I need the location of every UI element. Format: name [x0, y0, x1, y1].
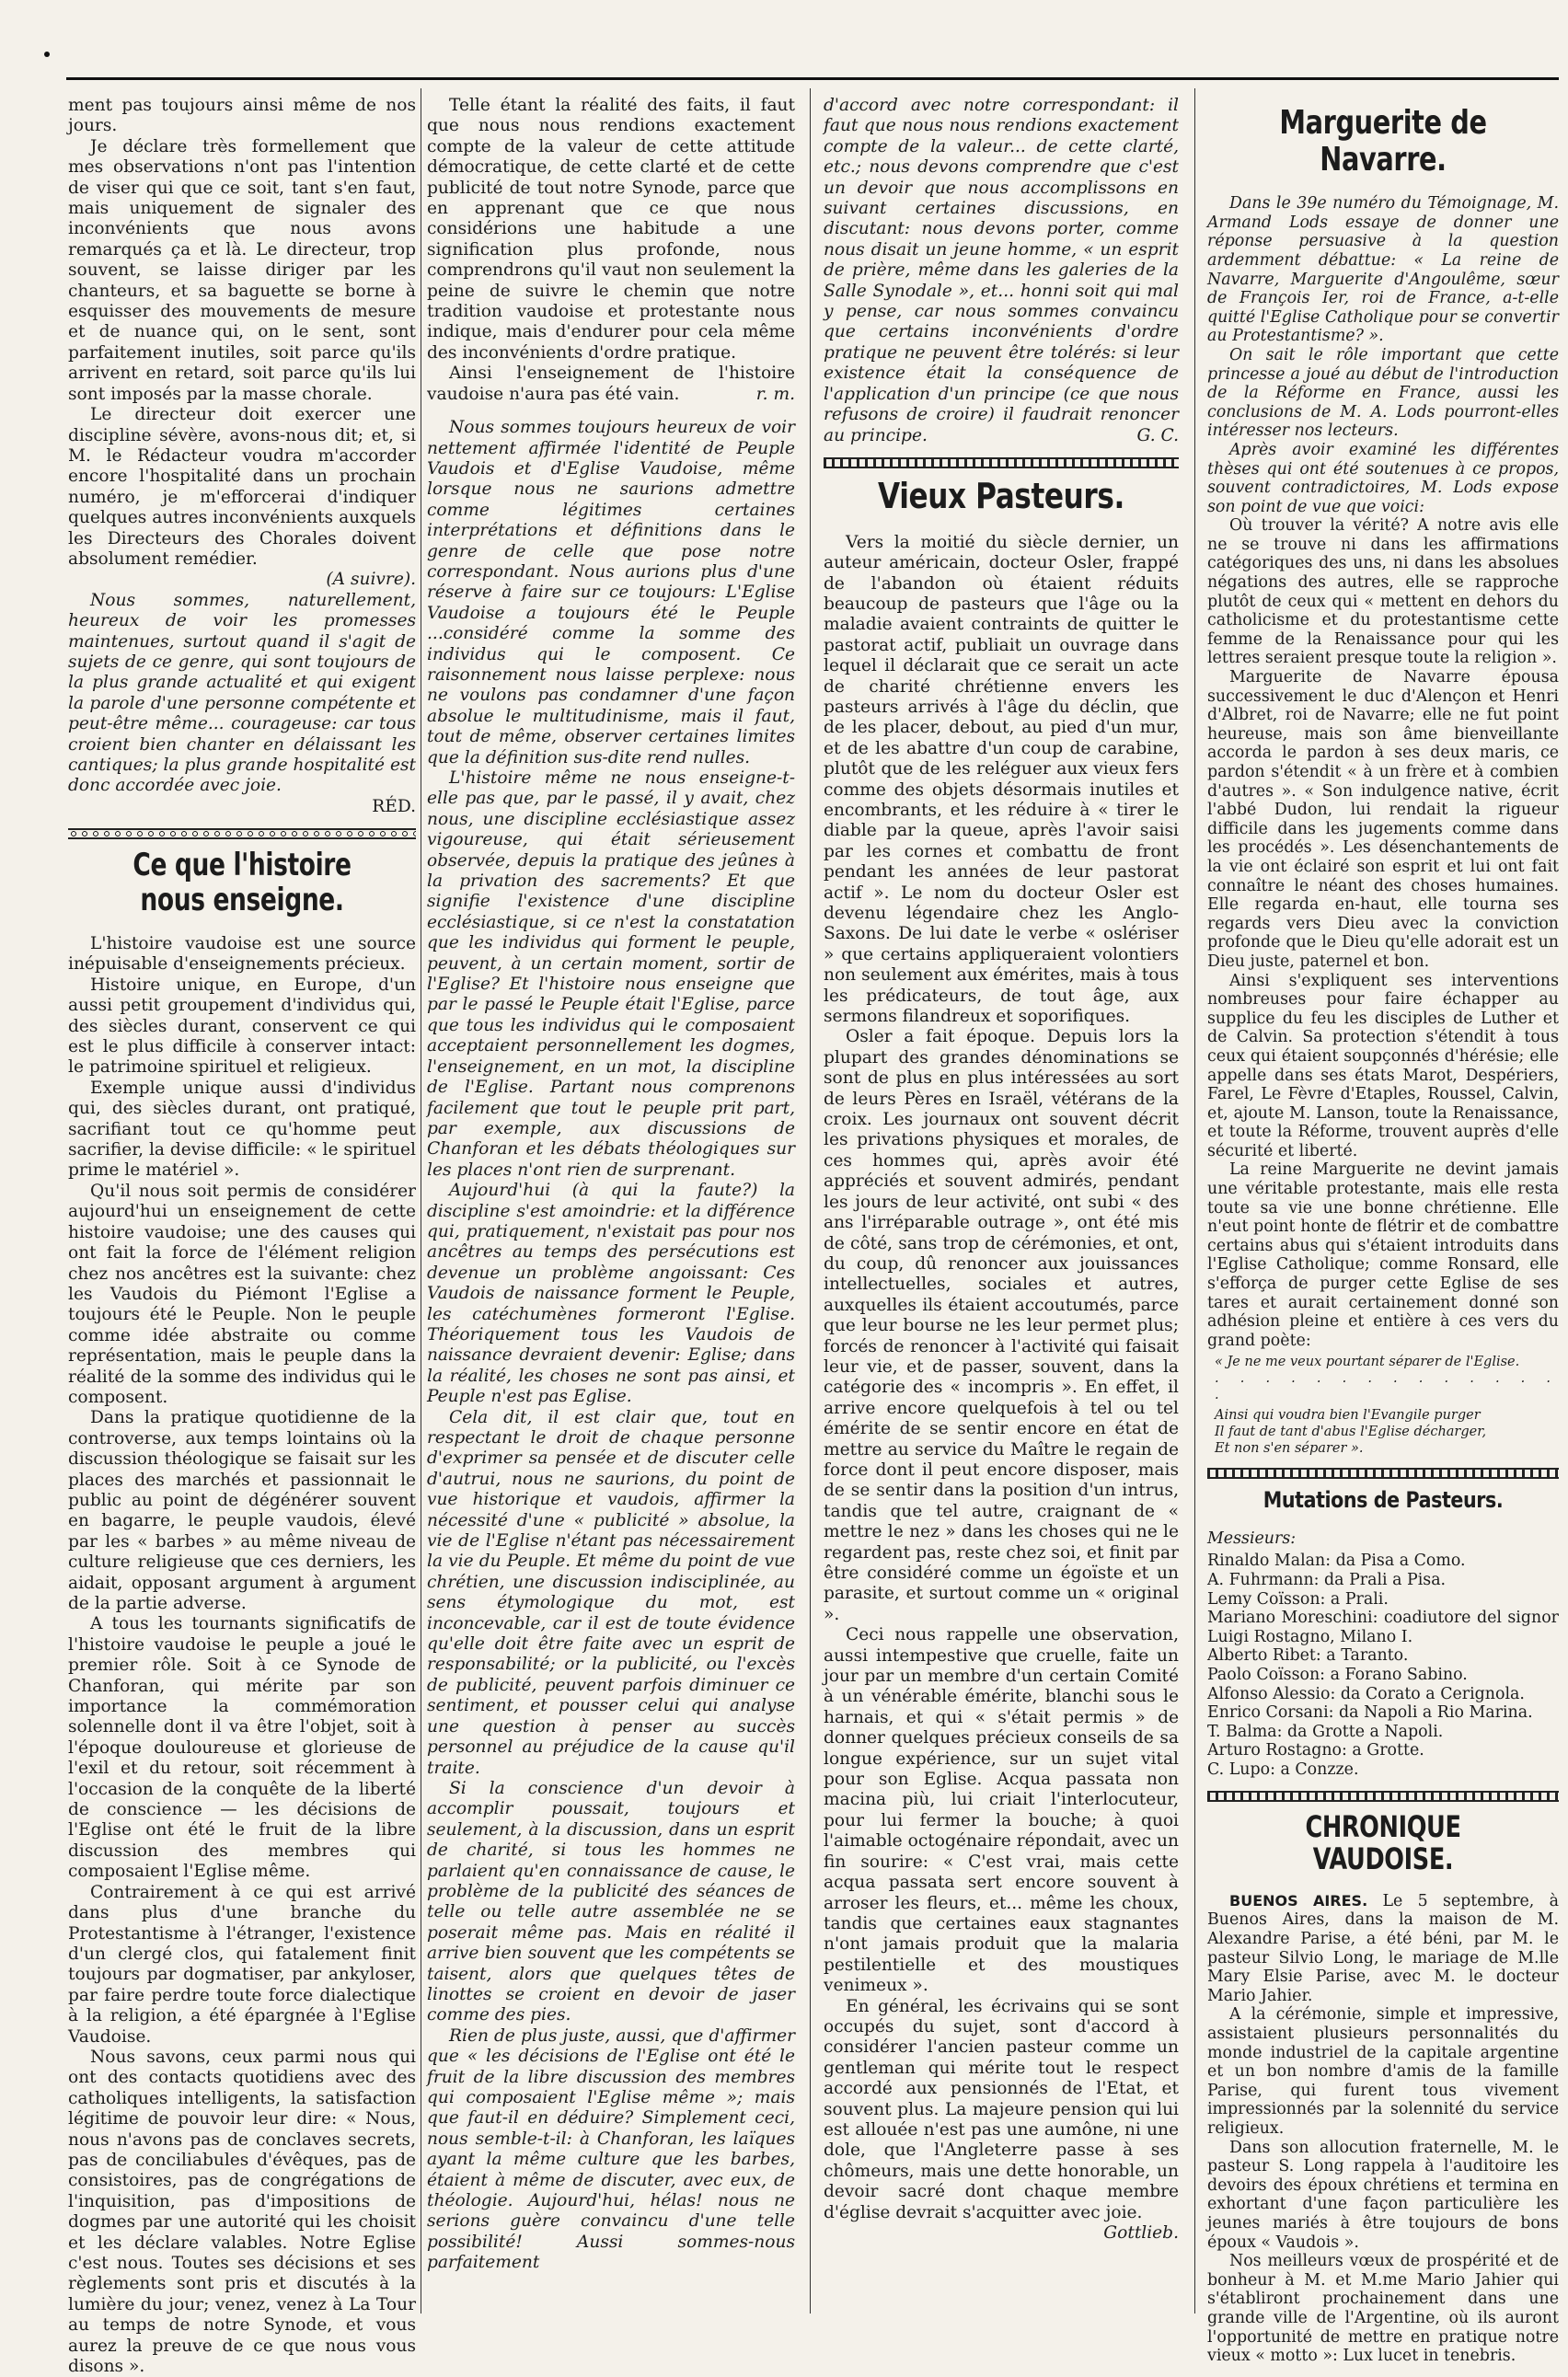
paragraph: L'histoire même ne nous enseigne-t-elle pas que, par le passé, il y avait, chez nous, une discipline ecclésiastique assez vigoureuse, qui était sérieusement observée, depuis la pratique des jeûnes à la privation des sacrements? Et que signifie l'existence d'une discipline ecclésiastique, si ce n'est la constatation que les individus qui forment le peuple, peuvent, à un certain moment, sortir de l'Eglise? Et l'histoire nous enseigne que par le passé le Peuple était l'Eglise, parce que tous les individus qui le composaient acceptaient personnellement les dogmes, l'enseignement, en un mot, la discipline de l'Eglise. Partant nous comprenons facilement que tout le peuple prit part, par exemple, aux discussions de Chanforan et les débats théologiques sur les places n'ont rien de surprenant.	[427, 768, 795, 1180]
paragraph: Vers la moitié du siècle dernier, un auteur américain, docteur Osler, frappé de l'abandon où étaient réduits beaucoup de pasteurs que l'âge ou la maladie avaient contraints de quitter le pastorat actif, publiait un ouvrage dans lequel il déclarait que ce serait un acte de charité chrétienne envers les pasteurs arrivés à l'âge du déclin, que de les placer, debout, au pied d'un mur, et de les abattre d'un coup de carabine, plutôt que de les reléguer aux vieux fers comme des objets désormais inutiles et encombrants, et les réduire à « tirer le diable par la queue, après l'avoir saisi par les cornes et combattu de front pendant les années de leur pastorat actif ». Le nom du docteur Osler est devenu légendaire chez les Anglo-Saxons. De lui date le verbe « oslériser » que certains appliqueraient volontiers non seulement aux émérites, mais à tous les prédicateurs, de tout âge, aux sermons filandreux et soporifiques.	[824, 532, 1179, 1027]
paragraph: Histoire unique, en Europe, d'un aussi petit groupement d'individus qui, des siècles durant, conservent ce qui est le plus difficile à conserver intact: le patrimoine spirituel et religieux.	[68, 975, 416, 1078]
paragraph: Telle étant la réalité des faits, il faut que nous nous rendions exactement compte de la valeur de cette attitude démocratique, de cette clarté et de cette publicité de tout notre Synode, parce que en apprenant que ce que nous considérions une habitude a une signification plus profonde, nous comprendrons qu'il vaut non seulement la peine de suivre le chemin que notre tradition vaudoise et protestante nous indique, mais d'endurer pour cela même des inconvénients d'ordre pratique.	[427, 96, 795, 363]
paragraph: A tous les tournants significatifs de l'histoire vaudoise le peuple a joué le premier rôle. Soit à ce Synode de Chanforan, qui mérite par son importance la commémoration solennelle dont il va être l'objet, soit à l'époque douloureuse et glorieuse de l'exil et du retour, soit récemment à l'occasion de la conquête de la liberté de conscience — les décisions de l'Eglise ont été le fruit de la libre discussion des membres qui composaient l'Eglise même.	[68, 1614, 416, 1882]
column-separator	[810, 88, 811, 2314]
paragraph: En général, les écrivains qui se sont occupés du sujet, sont d'accord à considérer l'ancien pasteur comme un gentleman qui mérite tout le respect accordé aux pensionnés de l'Etat, et souvent plus. La majeure pension qui lui est allouée n'est pas une aumône, ni une dole, que l'Angleterre passe à ses chômeurs, mais une dette honorable, un devoir sacré dont chaque membre d'église devrait s'acquitter avec joie.	[824, 1996, 1179, 2222]
paragraph: L'histoire vaudoise est une source inépuisable d'enseignements précieux.	[68, 934, 416, 975]
paragraph-text: Le 5 septembre, à Buenos Aires, dans la maison de M. Alexandre Parise, a été béni, par M. le pasteur Silvio Long, le mariage de M.lle Mary Elsie Parise, avec M. le docteur Mario Jahier.	[1207, 1891, 1559, 2005]
list-item: Alberto Ribet: a Taranto.	[1207, 1646, 1409, 1666]
column-4	[1207, 96, 1559, 2366]
signature: Gottlieb.	[1103, 2223, 1179, 2244]
list-item: A. Fuhrmann: da Prali a Pisa.	[1207, 1570, 1447, 1589]
paragraph: Aujourd'hui (à qui la faute?) la discipline s'est amoindrie: et la différence qui, pratiquement, n'existait pas pour nos ancêtres au temps des persécutions est devenue un problème angoissant: Ces Vaudois de naissance forment le Peuple, les catéchumènes formeront l'Eglise. Théoriquement tous les Vaudois de naissance devraient devenir: Eglise; dans la réalité, les choses ne sont pas ainsi, et Peuple n'est pas Eglise.	[427, 1181, 795, 1407]
section-ornament	[1207, 1468, 1559, 1479]
article-title-vieux-pasteurs: Vieux Pasteurs.	[878, 475, 1124, 516]
print-mark	[44, 52, 50, 57]
column-3	[824, 96, 1179, 2314]
list-item: Rinaldo Malan: da Pisa a Como.	[1207, 1552, 1466, 1571]
verse-line: Et non s'en séparer ».	[1215, 1441, 1364, 1457]
lead-paragraph: Après avoir examiné les différentes thèses qui ont été soutenues à ce propos, souvent contradictoires, M. Lods expose son point de vue que voici:	[1207, 440, 1559, 516]
article-title-mutations: Mutations de Pasteurs.	[1262, 1487, 1504, 1514]
list-item: T. Balma: da Grotte a Napoli.	[1207, 1722, 1444, 1741]
paragraph: ment pas toujours ainsi même de nos jours.	[68, 96, 416, 136]
paragraph: Marguerite de Navarre épousa successivement le duc d'Alençon et Henri d'Albret, roi de Navarre; elle ne fut point heureuse, mais son âme bienveillante accorda le pardon à ses deux maris, ce pardon s'étendit « à un frère et à combien d'autres ». « Son indulgence native, écrit l'abbé Dudon, lui rendait la rigueur difficile dans les jugements comme dans les procédés ». Les désenchantements de la vie ont éclairé son esprit et lui ont fait connaître le néant des choses humaines. Elle regarda en-haut, elle tourna ses regards vers Dieu avec la conviction profonde que le Dieu qu'elle adorait est un Dieu juste, paternel et bon.	[1207, 668, 1559, 971]
list-item: Enrico Corsani: da Napoli a Rio Marina.	[1207, 1703, 1533, 1723]
verse-line: Il faut de tant d'abus l'Eglise décharger,	[1215, 1425, 1487, 1440]
editor-note: Nous sommes, naturellement, heureux de voir les promesses maintenues, surtout quand il s'agit de sujets de ce genre, qui sont toujours de la plus grande actualité et qui exigent la parole d'une personne compétente et peut-être même... courageuse: car tous croient bien chanter en délaissant les cantiques; la plus grande hospitalité est donc accordée avec joie.	[68, 590, 416, 796]
list-item: C. Lupo: a Conzze.	[1207, 1760, 1359, 1779]
paragraph: Contrairement à ce qui est arrivé dans plus d'une branche du Protestantisme à l'étranger, l'existence d'un clergé clos, qui fatalement finit toujours par dogmatiser, par ankyloser, par faire perdre toute force dialectique à la religion, a été épargnée à l'Eglise Vaudoise.	[68, 1882, 416, 2047]
list-item: Paolo Coïsson: a Forano Sabino.	[1207, 1665, 1468, 1684]
paragraph-text: Ainsi l'enseignement de l'histoire vaudoise n'aura pas été vain.	[427, 363, 795, 404]
column-separator	[1194, 88, 1195, 2314]
paragraph: Nos meilleurs vœux de prospérité et de bonheur à M. et M.me Mario Jahier qui s'établiront prochainement dans une grande ville de l'Argentine, où ils auront l'opportunité de mettre en pratique notre vieux « motto »: Lux lucet in tenebris.	[1207, 2252, 1559, 2366]
verse-ellipsis: . . . . . . . . . . . . . . .	[1215, 1371, 1559, 1403]
paragraph	[427, 363, 795, 405]
section-ornament	[1207, 1791, 1559, 1802]
top-rule	[66, 77, 1559, 80]
list-item: Mariano Moreschini: coadiutore del signor Luigi Rostagno, Milano I.	[1207, 1609, 1559, 1646]
paragraph: Le directeur doit exercer une discipline sévère, avons-nous dit; et, si M. le Rédacteur voudra m'accorder encore l'hospitalité dans un prochain numéro, je m'efforcerai d'indiquer quelques autres inconvénients auxquels les Directeurs des Chorales doivent absolument remédier.	[68, 405, 416, 569]
list-item: Arturo Rostagno: a Grotte.	[1207, 1741, 1424, 1760]
signature: r. m.	[755, 384, 795, 404]
paragraph: Ainsi s'expliquent ses interventions nombreuses pour faire échapper au supplice du feu les disciples de Luther et de Calvin. Sa protection s'étendit à tous ceux qui étaient soupçonnés d'hérésie; elle appelle dans ses états Marot, Despériers, Farel, Le Fèvre d'Etaples, Roussel, Calvin, et, ajoute M. Lanson, toute la Renaissance, et toute la Réforme, trouvent auprès d'elle sécurité et liberté.	[1207, 971, 1559, 1160]
editor-signature: RÉD.	[372, 796, 416, 816]
verse-line: Ainsi qui voudra bien l'Evangile purger	[1215, 1408, 1481, 1424]
place-name: BUENOS AIRES.	[1229, 1891, 1368, 1910]
mutations-list	[1207, 1552, 1559, 1779]
paragraph: Exemple unique aussi d'individus qui, des siècles durant, ont pratiqué, sacrifiant tout ce qu'homme peut sacrifier, la devise difficile: « le spirituel prime le matériel ».	[68, 1078, 416, 1181]
column-2	[427, 96, 795, 2314]
paragraph: Ceci nous rappelle une observation, aussi intempestive que cruelle, faite un jour par un membre d'un certain Comité à un vénérable émérite, blanchi sous le harnais, et qui « s'était permis » de donner quelques précieux conseils de sa longue expérience, sur un sujet vital pour son Eglise. Acqua passata non macina più, lui criait l'interlocuteur, pour lui fermer la bouche; à quoi l'aimable octogénaire répondait, avec un fin sourire: « C'est vrai, mais cette acqua passata sert encore souvent à arroser les fleurs, et... même les choux, tandis que certaines eaux stagnantes n'ont jamais produit que la malaria pestilentielle et des moustiques venimeux ».	[824, 1625, 1179, 1996]
list-item: Alfonso Alessio: da Corato a Cerignola.	[1207, 1684, 1525, 1703]
paragraph: A la cérémonie, simple et impressive, assistaient plusieurs personnalités du monde industriel de la capitale argentine et un bon nombre d'amis de la famille Parise, qui furent tous vivement impressionnés par la solennité du service religieux.	[1207, 2005, 1559, 2139]
list-item: Lemy Coïsson: a Prali.	[1207, 1589, 1389, 1609]
article-title-histoire: Ce que l'histoire nous enseigne.	[133, 847, 352, 918]
paragraph: Nous sommes toujours heureux de voir nettement affirmée l'identité de Peuple Vaudois et d'Eglise Vaudoise, même lorsque nous ne saurions admettre comme légitimes certaines interprétations et définitions dans le genre de celle que pose notre correspondant. Nous aurions plus d'une réserve à faire sur ce toujours: L'Eglise Vaudoise a toujours été le Peuple ...considéré comme la somme des individus qui le composent. Ce raisonnement nous laisse perplexe: nous ne voulons pas condamner d'une façon absolue le multitudinisme, mais il faut, tout de même, observer certaines limites que la définition sus-dite rend nulles.	[427, 418, 795, 767]
paragraph	[1207, 1892, 1559, 2006]
paragraph: Qu'il nous soit permis de considérer aujourd'hui un enseignement de cette histoire vaudoise; une des causes qui ont fait la force de l'élément religion chez nos ancêtres est la suivante: chez les Vaudois du Piémont l'Eglise a toujours été le Peuple. Non le peuple comme idée abstraite ou comme représentation, mais le peuple dans la réalité de la somme des individus qui le composent.	[68, 1181, 416, 1407]
paragraph: Cela dit, il est clair que, tout en respectant le droit de chaque personne d'exprimer sa pensée et de discuter celle d'autrui, nous ne saurions, du point de vue historique et vaudois, affirmer la nécessité d'une « publicité » absolue, la vie de l'Eglise n'étant pas nécessairement la vie du Peuple. Et même du point de vue chrétien, une discussion indisciplinée, au sens étymologique du mot, est inconcevable, car il est de toute évidence qu'elle doit être faite avec un esprit de responsabilité; or la publicité, ou l'excès de publicité, peuvent parfois diminuer ce sentiment, et pousser celui qui analyse une question à penser au succès personnel au préjudice de la cause qu'il traite.	[427, 1407, 795, 1778]
lead-paragraph: On sait le rôle important que cette princesse a joué au début de l'introduction de la Réforme en France, aussi les conclusions de M. A. Lods pourront-elles intéresser nos lecteurs.	[1207, 345, 1559, 441]
paragraph: Nous savons, ceux parmi nous qui ont des contacts quotidiens avec des catholiques intelligents, la satisfaction légitime de pouvoir leur dire: « Nous, nous n'avons pas de conclaves secrets, pas de conciliabules d'évêques, pas de consistoires, pas de congrégations de l'inquisition, pas d'impositions de dogmes par une autorité qui les choisit et les déclare valables. Notre Eglise c'est nous. Toutes ses décisions et ses règlements sont pris et discutés à la lumière du jour; venez, venez à La Tour au temps de notre Synode, et vous aurez la preuve de ce que nous vous disons ».	[68, 2047, 416, 2377]
section-ornament	[68, 828, 416, 839]
paragraph-text: d'accord avec notre correspondant: il faut que nous nous rendions exactement compte de la valeur... de cette clarté, etc.; nous devons comprendre que c'est un devoir que nous accomplissons en suivant certaines discussions, en discutant: nous devons porter, comme nous disait un jeune homme, « un esprit de prière, même dans les galeries de la Salle Synodale », et... honni soit qui mal y pense, car nous sommes convaincu que certains inconvénients d'ordre pratique ne peuvent être tolérés: si leur existence était la conséquence de l'application d'un principe (ce que nous refusons de croire) il faudrait renoncer au principe.	[824, 96, 1179, 445]
paragraph: Dans la pratique quotidienne de la controverse, aux temps lointains où la discussion théologique se faisait sur les places des marchés et passionnait le public au point de dégénérer souvent en bagarre, le peuple vaudois, élevé par les « barbes » au même niveau de culture religieuse que ces derniers, les aidait, opposant argument à argument de la partie adverse.	[68, 1408, 416, 1613]
paragraph: Où trouver la vérité? A notre avis elle ne se trouve ni dans les affirmations catégoriques des uns, ni dans les absolues négations des autres, elle se rapproche plutôt de ceux qui « mettent en dehors du catholicisme et du protestantisme cette femme de la Renaissance pour qui les lettres seraient presque toute la religion ».	[1207, 516, 1559, 668]
paragraph: Rien de plus juste, aussi, que d'affirmer que « les décisions de l'Eglise ont été le fruit de la libre discussion des membres qui composaient l'Eglise même »; mais que faut-il en déduire? Simplement ceci, nous semble-t-il: à Chanforan, les laïques ayant la même culture que les barbes, étaient à même de discuter, avec eux, de théologie. Aujourd'hui, hélas! nous ne serions guère convaincu d'une telle possibilité! Aussi sommes-nous parfaitement	[427, 2025, 795, 2273]
paragraph: Si la conscience d'un devoir à accomplir poussait, toujours et seulement, à la discussion, dans un esprit de charité, si tous les hommes ne parlaient qu'en connaissance de cause, le problème de la publicité des séances de telle ou telle autre assemblée ne se poserait même pas. Mais en réalité il arrive bien souvent que les compétents se taisent, alors que quelques têtes de linottes se croient en devoir de jaser comme des pies.	[427, 1778, 795, 2025]
article-title-chronique: CHRONIQUE VAUDOISE.	[1305, 1808, 1461, 1876]
paragraph: La reine Marguerite ne devint jamais une véritable protestante, mais elle resta toute sa vie une bonne chrétienne. Elle n'eut point honte de flétrir et de combattre certains abus qui s'étaient introduits dans l'Eglise Catholique; comme Ronsard, elle s'efforça de purger cette Eglise de ses tares et aurait certainement donné son adhésion pleine et entière à ces vers du grand poète:	[1207, 1160, 1559, 1350]
signature: G. C.	[1136, 425, 1179, 445]
section-ornament	[824, 457, 1179, 468]
paragraph	[824, 96, 1179, 446]
paragraph: Dans son allocution fraternelle, M. le pasteur S. Long rappela à l'auditoire les devoirs des époux chrétiens et termina en exhortant d'une façon particulière les jeunes mariés à être toujours de bons époux « Vaudois ».	[1207, 2138, 1559, 2252]
paragraph: Osler a fait époque. Depuis lors la plupart des grandes dénominations se sont de plus en plus intéressées au sort de leurs Pères en Israël, vétérans de la croix. Les journaux ont souvent décrit les privations physiques et morales, de ces hommes qui, après avoir été appréciés et souvent admirés, pendant les jours de leur activité, ont subi « des ans l'irréparable outrage », ont été mis de côté, sans trop de cérémonies, et ont, du coup, dû renoncer aux jouissances intellectuelles, sociales et autres, auxquelles ils étaient accoutumés, parce que leur bourse ne les leur permet plus; forcés de renoncer à l'activité qui faisait leur vie, et de passer, souvent, dans la catégorie des « incompris ». En effet, il arrive encore quelquefois à tel ou tel émérite de se sentir encore en état de mettre au service du Maître le regain de force dont il peut encore disposer, mais de se sentir dans la position d'un intrus, tandis que tel autre, craignant de « mettre le nez » dans les choses qui ne le regardent pas, reste chez soi, et finit par être considéré comme un égoïste et un parasite, et surtout comme un « original ».	[824, 1027, 1179, 1624]
lead-paragraph: Dans le 39e numéro du Témoignage, M. Armand Lods essaye de donner une réponse persuasive à la question ardemment débattue: « La reine de Navarre, Marguerite d'Angoulême, sœur de François Ier, roi de France, a-t-elle quitté l'Eglise Catholique pour se convertir au Protestantisme? ».	[1207, 194, 1559, 346]
paragraph: Je déclare très formellement que mes observations n'ont pas l'intention de viser qui que ce soit, tant s'en faut, mais uniquement de signaler des inconvénients que nous avons remarqués ça et là. Le directeur, trop souvent, se laisse diriger par les chanteurs, et sa baguette se borne à esquisser des mouvements de mesure et de nuance qui, on le sent, sont parfaitement inutiles, soit parce qu'ils arrivent en retard, soit parce qu'ils lui sont imposés par la masse chorale.	[68, 136, 416, 404]
article-title-marguerite: Marguerite de Navarre.	[1279, 104, 1487, 179]
continued-note: (A suivre).	[326, 570, 416, 590]
verse-line: « Je ne me veux pourtant séparer de l'Eglise.	[1215, 1355, 1520, 1370]
mutations-lead: Messieurs:	[1207, 1529, 1297, 1548]
column-1	[68, 96, 416, 2377]
